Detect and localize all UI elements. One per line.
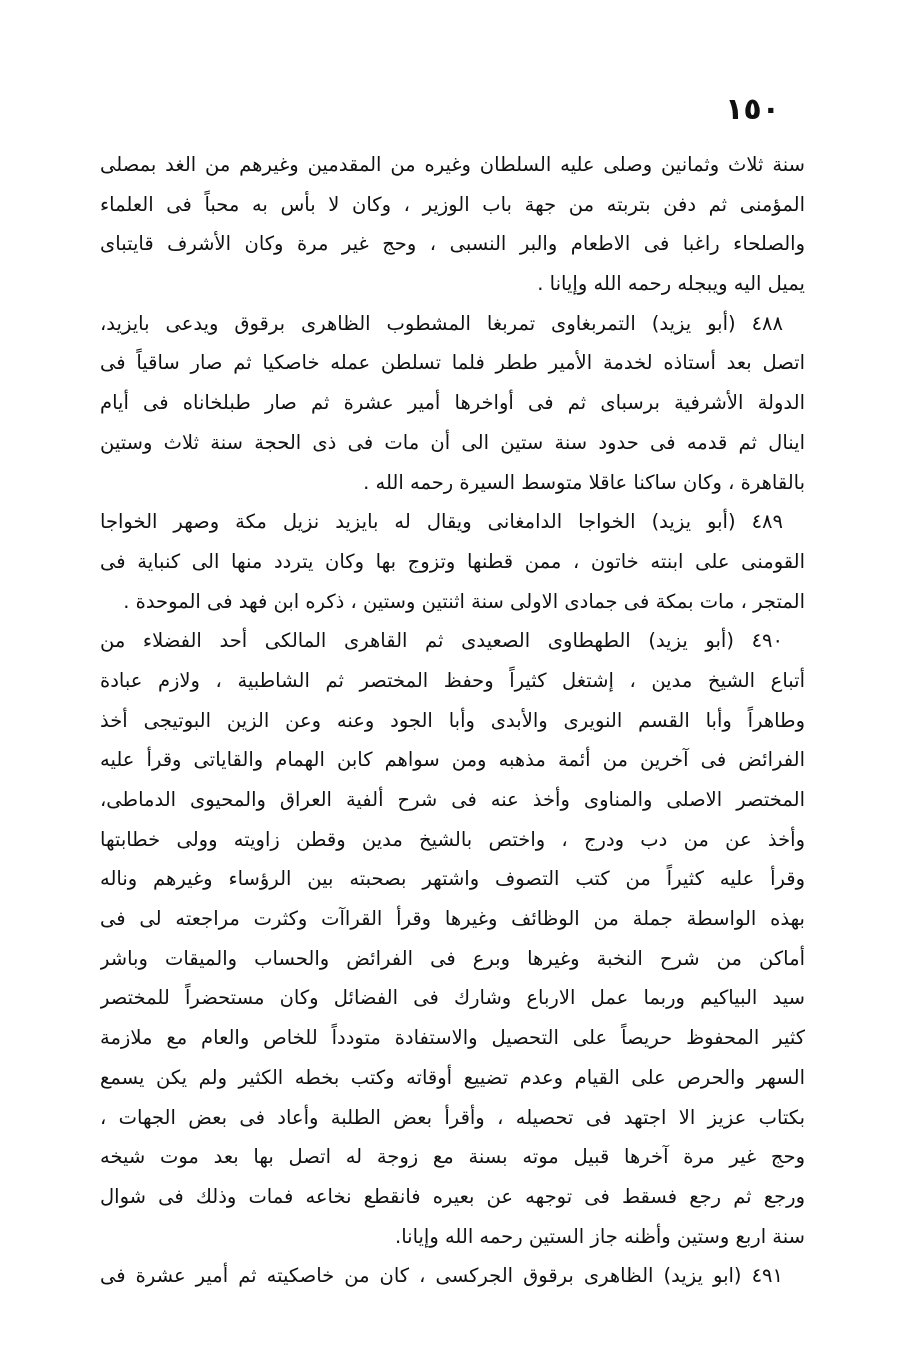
- page-number: ١٥٠: [725, 92, 780, 127]
- text-line: سنة اربع وستين وأظنه جاز الستين رحمه الله وإيانا.: [395, 1224, 805, 1248]
- text-line: القومنى على ابنته خاتون ، ممن قطنها وتزوج بها وكان يتردد منها الى كنباية فى: [100, 549, 805, 573]
- text-line: الدولة الأشرفية برسباى ثم فى أواخرها أمير عشرة ثم صار طبلخاناه فى أيام: [100, 391, 805, 415]
- text-line: المتجر ، مات بمكة فى جمادى الاولى سنة اثنتين وستين ، ذكره ابن فهد فى الموحدة .: [123, 589, 805, 613]
- text-line: والصلحاء راغبا فى الاطعام والبر النسبى ، وحج غير مرة وكان الأشرف قايتباى: [100, 232, 805, 256]
- text-line: بالقاهرة ، وكان ساكنا عاقلا متوسط السيرة رحمه الله .: [363, 470, 805, 494]
- text-line: بكتاب عزيز الا اجتهد فى تحصيله ، وأقرأ بعض الطلبة وأعاد فى بعض الجهات ،: [100, 1105, 805, 1129]
- text-line: اتصل بعد أستاذه لخدمة الأمير ططر فلما تسلطن عمله خاصكيا ثم صار ساقياً فى: [100, 351, 805, 375]
- entry-start-line: ٤٨٩ (أبو يزيد) الخواجا الدامغانى ويقال له بايزيد نزيل مكة وصهر الخواجا: [100, 510, 783, 534]
- text-line: وأخذ عن من دب ودرج ، واختص بالشيخ مدين وقطن زاويته وولى خطابتها: [100, 827, 805, 851]
- text-line: الفرائض فى آخرين من أئمة مذهبه ومن سواهم كابن الهمام والقاياتى وقرأ عليه: [100, 748, 805, 772]
- text-line: ورجع ثم رجع فسقط فى توجهه عن بعيره فانقطع نخاعه فمات وذلك فى شوال: [100, 1184, 805, 1208]
- text-line: بهذه الواسطة جملة من الوظائف وغيرها وقرأ القراآت وكثرت مراجعته لى فى: [100, 907, 805, 931]
- text-line: وقرأ عليه كثيراً من كتب التصوف واشتهر بصحبته بين الرؤساء وغيرهم وناله: [100, 867, 805, 891]
- text-line: سنة ثلاث وثمانين وصلى عليه السلطان وغيره من المقدمين وغيرهم من الغد بمصلى: [100, 153, 805, 176]
- text-line: وحج غير مرة آخرها قبيل موته بسنة مع زوجة له اتصل بها بعد موت شيخه: [100, 1145, 805, 1169]
- text-line: اينال ثم قدمه فى حدود سنة ستين الى أن مات فى ذى الحجة سنة ثلاث وستين: [100, 430, 805, 454]
- text-line: يميل اليه ويبجله رحمه الله وإيانا .: [537, 272, 805, 296]
- text-line: أماكن من شرح النخبة وغيرها وبرع فى الفرائض والحساب والميقات وباشر: [100, 946, 805, 970]
- text-line: السهر والحرص على القيام وعدم تضييع أوقاته وكتب بخطه الكثير ولم يكن يسمع: [100, 1065, 805, 1089]
- page-text-body: [100, 145, 805, 1296]
- entry-start-line: ٤٨٨ (أبو يزيد) التمربغاوى تمربغا المشطوب الظاهرى برقوق ويدعى بايزيد،: [100, 311, 783, 335]
- entry-start-line: ٤٩١ (ابو يزيد) الظاهرى برقوق الجركسى ، كان من خاصكيته ثم أمير عشرة فى: [100, 1264, 783, 1288]
- text-line: المختصر الاصلى والمناوى وأخذ عنه فى شرح ألفية العراق والمحيوى الدماطى،: [100, 788, 805, 811]
- text-line: سيد البياكيم وربما عمل الارباع وشارك فى الفضائل وكان مستحضراً للمختصر: [100, 986, 805, 1010]
- text-line: كثير المحفوظ حريصاً على التحصيل والاستفادة متودداً للخاص والعام مع ملازمة: [100, 1026, 805, 1050]
- text-line: أتباع الشيخ مدين ، إشتغل كثيراً وحفظ المختصر ثم الشاطبية ، ولازم عبادة: [100, 668, 805, 692]
- entry-start-line: ٤٩٠ (أبو يزيد) الطهطاوى الصعيدى ثم القاهرى المالكى أحد الفضلاء من: [100, 629, 783, 653]
- text-line: المؤمنى ثم دفن بتربته من جهة باب الوزير ، وكان لا بأس به محباً فى العلماء: [100, 192, 805, 216]
- text-line: وطاهراً وأبا القسم النويرى والأبدى وأبا الجود وعنه وعن الزين البوتيجى أخذ: [100, 708, 805, 732]
